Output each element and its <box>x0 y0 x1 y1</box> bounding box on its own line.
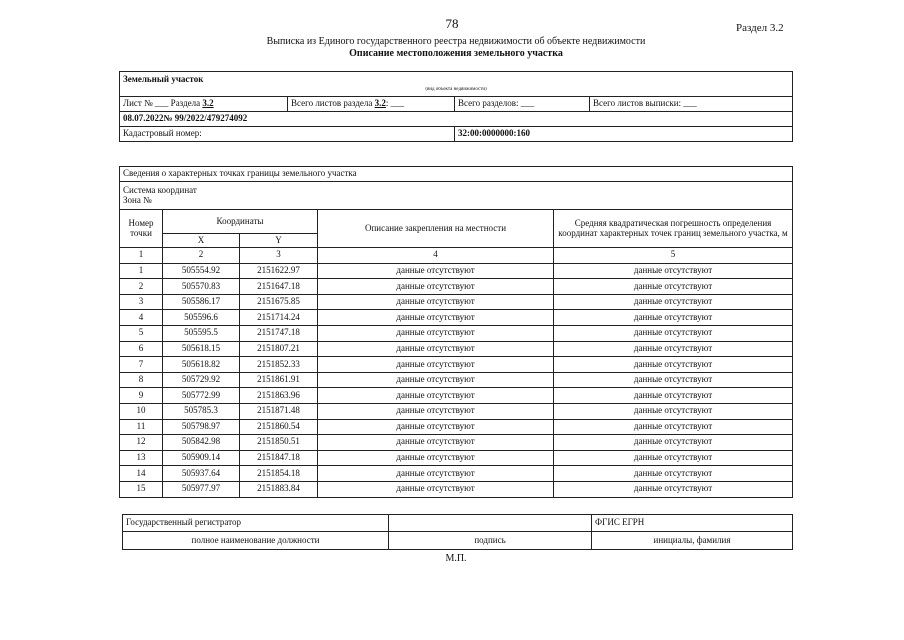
object-type: Земельный участок <box>120 72 793 88</box>
coord-x: 505772.99 <box>163 388 240 404</box>
date-number: 08.07.2022№ 99/2022/479274092 <box>120 112 793 127</box>
coord-y: 2151861.91 <box>240 372 318 388</box>
caption-name: инициалы, фамилия <box>592 532 793 550</box>
column-number: 3 <box>240 248 318 264</box>
point-description: данные отсутствуют <box>318 357 554 373</box>
point-number: 2 <box>120 279 163 295</box>
coord-y: 2151622.97 <box>240 263 318 279</box>
point-error: данные отсутствуют <box>554 294 793 310</box>
cadastral-label: Кадастровый номер: <box>120 127 455 142</box>
point-error: данные отсутствуют <box>554 263 793 279</box>
point-error: данные отсутствуют <box>554 279 793 295</box>
point-number: 10 <box>120 403 163 419</box>
point-description: данные отсутствуют <box>318 419 554 435</box>
table-row <box>120 372 793 388</box>
column-number: 1 <box>120 248 163 264</box>
coord-y: 2151647.18 <box>240 279 318 295</box>
table-row <box>120 403 793 419</box>
caption-signature: подпись <box>389 532 592 550</box>
point-error: данные отсутствуют <box>554 372 793 388</box>
coord-y: 2151807.21 <box>240 341 318 357</box>
table-row <box>120 294 793 310</box>
point-number: 14 <box>120 466 163 482</box>
coord-x: 505596.6 <box>163 310 240 326</box>
table-row <box>120 263 793 279</box>
coord-x: 505909.14 <box>163 450 240 466</box>
point-description: данные отсутствуют <box>318 388 554 404</box>
coord-y: 2151863.96 <box>240 388 318 404</box>
column-number: 5 <box>554 248 793 264</box>
point-description: данные отсутствуют <box>318 481 554 497</box>
coord-x: 505618.82 <box>163 357 240 373</box>
point-description: данные отсутствуют <box>318 325 554 341</box>
point-description: данные отсутствуют <box>318 279 554 295</box>
point-number: 6 <box>120 341 163 357</box>
total-sheets-section-cell <box>288 97 455 112</box>
table-row <box>120 325 793 341</box>
point-description: данные отсутствуют <box>318 341 554 357</box>
point-number: 8 <box>120 372 163 388</box>
coord-y: 2151852.33 <box>240 357 318 373</box>
object-type-caption: (вид объекта недвижимости) <box>120 87 793 97</box>
column-number: 2 <box>163 248 240 264</box>
coord-y: 2151847.18 <box>240 450 318 466</box>
signature-field <box>389 515 592 532</box>
point-number: 7 <box>120 357 163 373</box>
point-error: данные отсутствуют <box>554 357 793 373</box>
sheet-section: 3.2 <box>202 98 214 109</box>
point-error: данные отсутствуют <box>554 403 793 419</box>
boundary-points-table <box>119 166 793 498</box>
point-number: 12 <box>120 435 163 451</box>
coord-y: 2151850.51 <box>240 435 318 451</box>
coord-y: 2151714.24 <box>240 310 318 326</box>
coord-y: 2151860.54 <box>240 419 318 435</box>
point-number: 11 <box>120 419 163 435</box>
point-description: данные отсутствуют <box>318 310 554 326</box>
point-number: 5 <box>120 325 163 341</box>
zone: Зона № <box>123 194 152 205</box>
sheet-number-cell <box>120 97 288 112</box>
coord-y: 2151871.48 <box>240 403 318 419</box>
total-sheets-section-value: 3.2 <box>374 98 386 109</box>
point-error: данные отсутствуют <box>554 325 793 341</box>
table-row <box>120 279 793 295</box>
point-description: данные отсутствуют <box>318 372 554 388</box>
page-number: 78 <box>445 16 459 31</box>
table-row <box>120 419 793 435</box>
coord-x: 505586.17 <box>163 294 240 310</box>
coord-y: 2151883.84 <box>240 481 318 497</box>
point-error: данные отсутствуют <box>554 310 793 326</box>
coord-x: 505595.5 <box>163 325 240 341</box>
section-label: Раздел 3.2 <box>736 22 784 34</box>
registrar-position: Государственный регистратор <box>123 515 389 532</box>
coord-system-cell <box>120 182 793 210</box>
header-x: X <box>163 234 240 248</box>
total-sections: Всего разделов: ___ <box>455 97 590 112</box>
table-row <box>120 341 793 357</box>
header-coordinates: Координаты <box>163 210 318 234</box>
point-error: данные отсутствуют <box>554 481 793 497</box>
coord-x: 505842.98 <box>163 435 240 451</box>
point-error: данные отсутствуют <box>554 466 793 482</box>
point-description: данные отсутствуют <box>318 466 554 482</box>
document-subtitle: Описание местоположения земельного участка <box>349 48 563 59</box>
coord-x: 505977.97 <box>163 481 240 497</box>
coord-y: 2151747.18 <box>240 325 318 341</box>
caption-position: полное наименование должности <box>123 532 389 550</box>
coord-x: 505798.97 <box>163 419 240 435</box>
point-description: данные отсутствуют <box>318 294 554 310</box>
point-error: данные отсутствуют <box>554 388 793 404</box>
point-number: 13 <box>120 450 163 466</box>
coord-y: 2151675.85 <box>240 294 318 310</box>
point-error: данные отсутствуют <box>554 450 793 466</box>
registry-org: ФГИС ЕГРН <box>592 515 793 532</box>
table-row <box>120 435 793 451</box>
point-number: 4 <box>120 310 163 326</box>
point-description: данные отсутствуют <box>318 263 554 279</box>
table-row <box>120 357 793 373</box>
coord-x: 505729.92 <box>163 372 240 388</box>
table-row <box>120 450 793 466</box>
stamp-place: М.П. <box>445 553 467 564</box>
total-extract-sheets: Всего листов выписки: ___ <box>590 97 793 112</box>
parcel-info-table <box>119 71 793 142</box>
table-row <box>120 310 793 326</box>
total-sheets-section-suffix: : ___ <box>385 98 405 109</box>
total-sheets-section-label: Всего листов раздела <box>291 98 373 109</box>
point-number: 3 <box>120 294 163 310</box>
point-number: 9 <box>120 388 163 404</box>
point-error: данные отсутствуют <box>554 435 793 451</box>
coord-x: 505785.3 <box>163 403 240 419</box>
signature-table <box>122 514 793 550</box>
points-table-title: Сведения о характерных точках границы земельного участка <box>120 167 793 182</box>
point-description: данные отсутствуют <box>318 403 554 419</box>
header-y: Y <box>240 234 318 248</box>
table-row <box>120 388 793 404</box>
coord-x: 505570.83 <box>163 279 240 295</box>
document-title: Выписка из Единого государственного реестра недвижимости об объекте недвижимости <box>266 36 646 47</box>
coord-y: 2151854.18 <box>240 466 318 482</box>
column-number: 4 <box>318 248 554 264</box>
point-error: данные отсутствуют <box>554 419 793 435</box>
header-error: Средняя квадратическая погрешность определения координат характерных точек границ земельного участка, м <box>554 210 793 248</box>
point-error: данные отсутствуют <box>554 341 793 357</box>
table-row <box>120 466 793 482</box>
point-number: 1 <box>120 263 163 279</box>
coord-x: 505937.64 <box>163 466 240 482</box>
table-row <box>120 481 793 497</box>
sheet-label: Лист № ___ Раздела <box>123 98 201 109</box>
point-number: 15 <box>120 481 163 497</box>
header-description: Описание закрепления на местности <box>318 210 554 248</box>
point-description: данные отсутствуют <box>318 450 554 466</box>
coord-x: 505554.92 <box>163 263 240 279</box>
coord-x: 505618.15 <box>163 341 240 357</box>
coord-system: Система координат <box>123 184 197 195</box>
header-point-number: Номер точки <box>120 210 163 248</box>
point-description: данные отсутствуют <box>318 435 554 451</box>
cadastral-number: 32:00:0000000:160 <box>455 127 793 142</box>
